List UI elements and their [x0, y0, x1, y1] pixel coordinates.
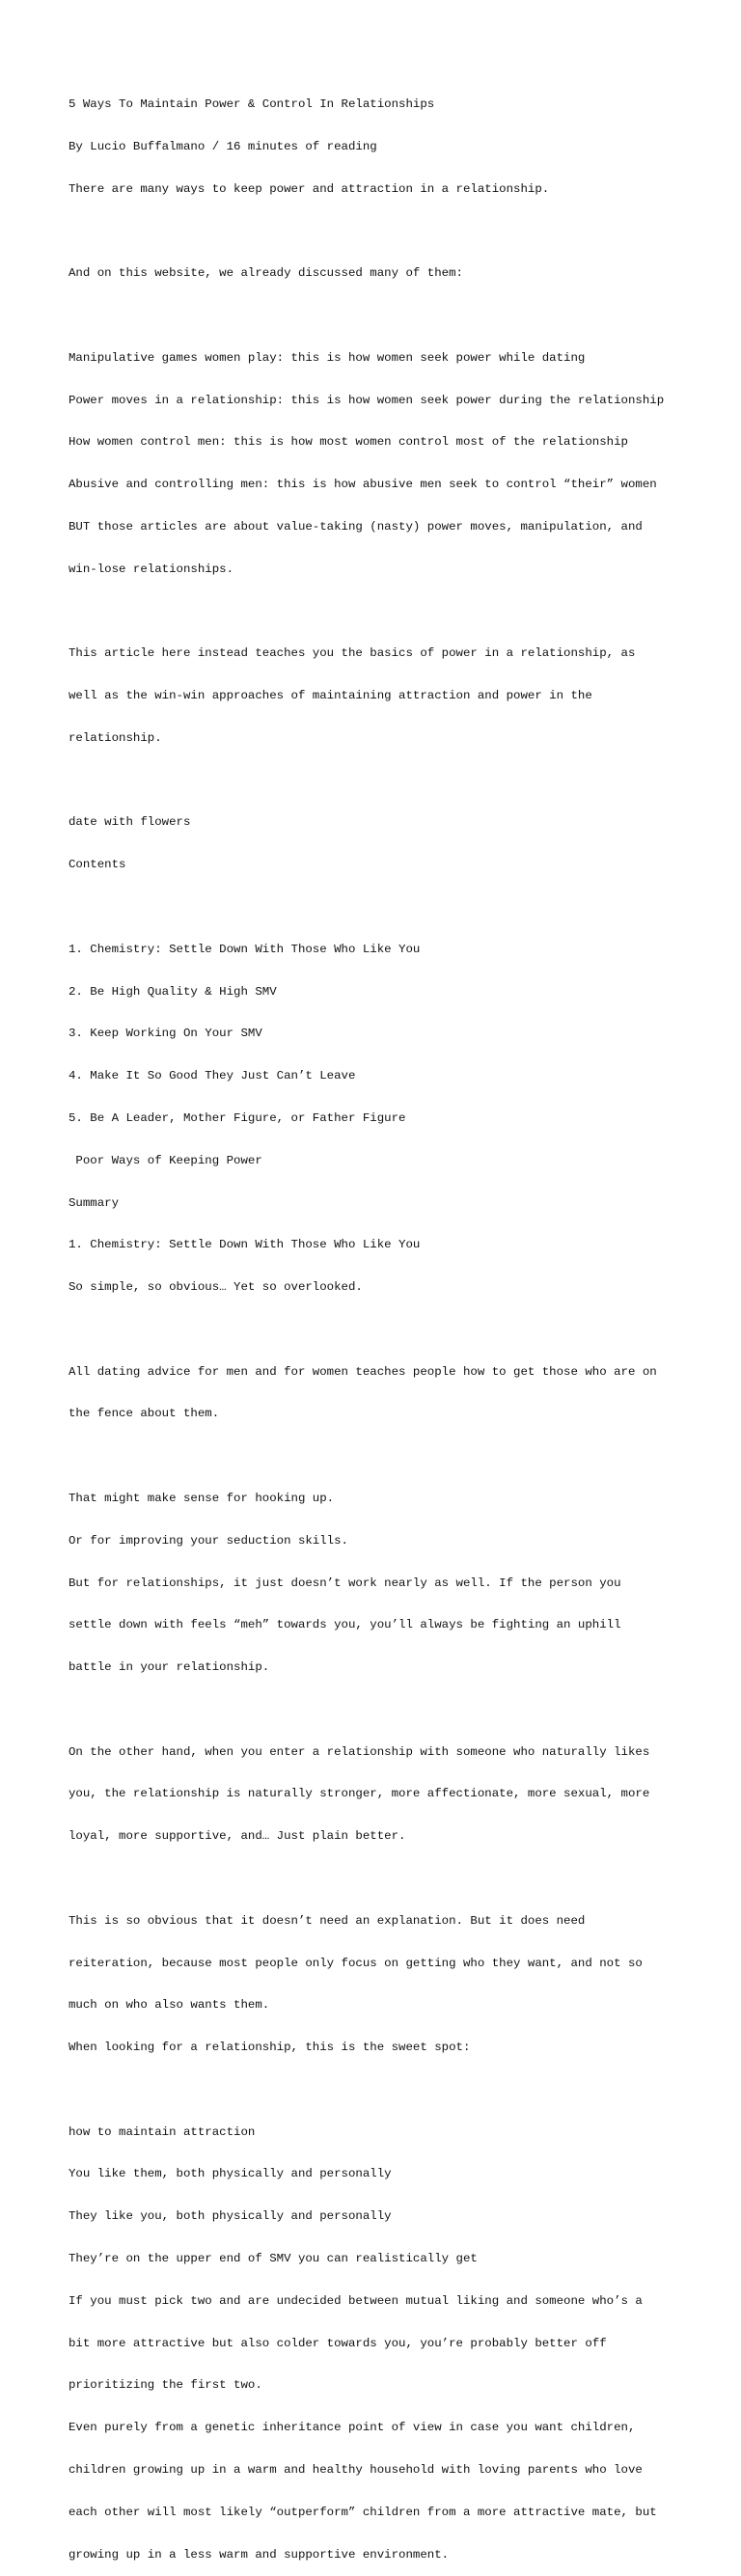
related-article-line: Manipulative games women play: this is how women seek power while dating [69, 350, 586, 365]
related-article-line: How women control men: this is how most women control most of the relationship [69, 435, 628, 450]
image-caption: date with flowers [69, 815, 191, 830]
paragraph-line: All dating advice for men and for women teaches people how to get those who are on [69, 1364, 657, 1379]
related-article-line: Power moves in a relationship: this is how women seek power during the relationship [69, 393, 665, 407]
paragraph-line: They like you, both physically and personally [69, 2209, 392, 2224]
toc-item: Summary [69, 1195, 120, 1210]
toc-item: 2. Be High Quality & High SMV [69, 984, 277, 999]
paragraph-line: If you must pick two and are undecided between mutual liking and someone who’s a [69, 2293, 643, 2308]
document-page [69, 69, 705, 2576]
paragraph-line: loyal, more supportive, and… Just plain better. [69, 1829, 406, 1844]
paragraph-line: Or for improving your seduction skills. [69, 1533, 348, 1548]
paragraph-line: BUT those articles are about value-taking (nasty) power moves, manipulation, and [69, 520, 643, 534]
toc-item: 4. Make It So Good They Just Can’t Leave [69, 1069, 356, 1083]
paragraph-line: bit more attractive but also colder towards you, you’re probably better off [69, 2336, 607, 2350]
article-title: 5 Ways To Maintain Power & Control In Relationships [69, 97, 435, 112]
paragraph-line: you, the relationship is naturally stronger, more affectionate, more sexual, more [69, 1787, 650, 1801]
paragraph-line: relationship. [69, 730, 162, 745]
paragraph-line: But for relationships, it just doesn’t work nearly as well. If the person you [69, 1576, 621, 1590]
paragraph-line: On the other hand, when you enter a relationship with someone who naturally likes [69, 1744, 650, 1759]
paragraph-line: When looking for a relationship, this is the sweet spot: [69, 2041, 471, 2055]
section-heading: 1. Chemistry: Settle Down With Those Who Like You [69, 1238, 421, 1252]
paragraph-line: settle down with feels “meh” towards you, you’ll always be fighting an uphill [69, 1618, 621, 1632]
toc-item: 5. Be A Leader, Mother Figure, or Father Figure [69, 1110, 406, 1125]
paragraph-line: And on this website, we already discussed many of them: [69, 266, 463, 281]
intro-line: There are many ways to keep power and attraction in a relationship. [69, 181, 550, 196]
paragraph-line: win-lose relationships. [69, 562, 234, 576]
paragraph-line: Even purely from a genetic inheritance point of view in case you want children, [69, 2421, 636, 2435]
paragraph-line: This article here instead teaches you the basics of power in a relationship, as [69, 646, 636, 661]
contents-label: Contents [69, 858, 126, 872]
related-article-line: Abusive and controlling men: this is how abusive men seek to control “their” women [69, 478, 657, 492]
paragraph-line: how to maintain attraction [69, 2124, 256, 2139]
paragraph-line: prioritizing the first two. [69, 2378, 262, 2393]
section-subheading: So simple, so obvious… Yet so overlooked. [69, 1280, 363, 1295]
paragraph-line: much on who also wants them. [69, 1998, 270, 2013]
paragraph-line: each other will most likely “outperform” children from a more attractive mate, but [69, 2505, 657, 2519]
paragraph-line: You like them, both physically and personally [69, 2167, 392, 2181]
paragraph-line: growing up in a less warm and supportive environment. [69, 2547, 450, 2562]
paragraph-line: reiteration, because most people only focus on getting who they want, and not so [69, 1956, 643, 1970]
paragraph-line: the fence about them. [69, 1407, 220, 1421]
paragraph-line: This is so obvious that it doesn’t need an explanation. But it does need [69, 1913, 586, 1928]
paragraph-line: battle in your relationship. [69, 1660, 270, 1675]
toc-item: 3. Keep Working On Your SMV [69, 1027, 262, 1041]
paragraph-line: That might make sense for hooking up. [69, 1491, 335, 1505]
byline: By Lucio Buffalmano / 16 minutes of reading [69, 139, 377, 153]
toc-item: Poor Ways of Keeping Power [69, 1153, 262, 1167]
paragraph-line: They’re on the upper end of SMV you can realistically get [69, 2252, 478, 2266]
paragraph-line: children growing up in a warm and healthy household with loving parents who love [69, 2462, 643, 2477]
toc-item: 1. Chemistry: Settle Down With Those Who Like You [69, 942, 421, 956]
paragraph-line: well as the win-win approaches of maintaining attraction and power in the [69, 689, 592, 703]
